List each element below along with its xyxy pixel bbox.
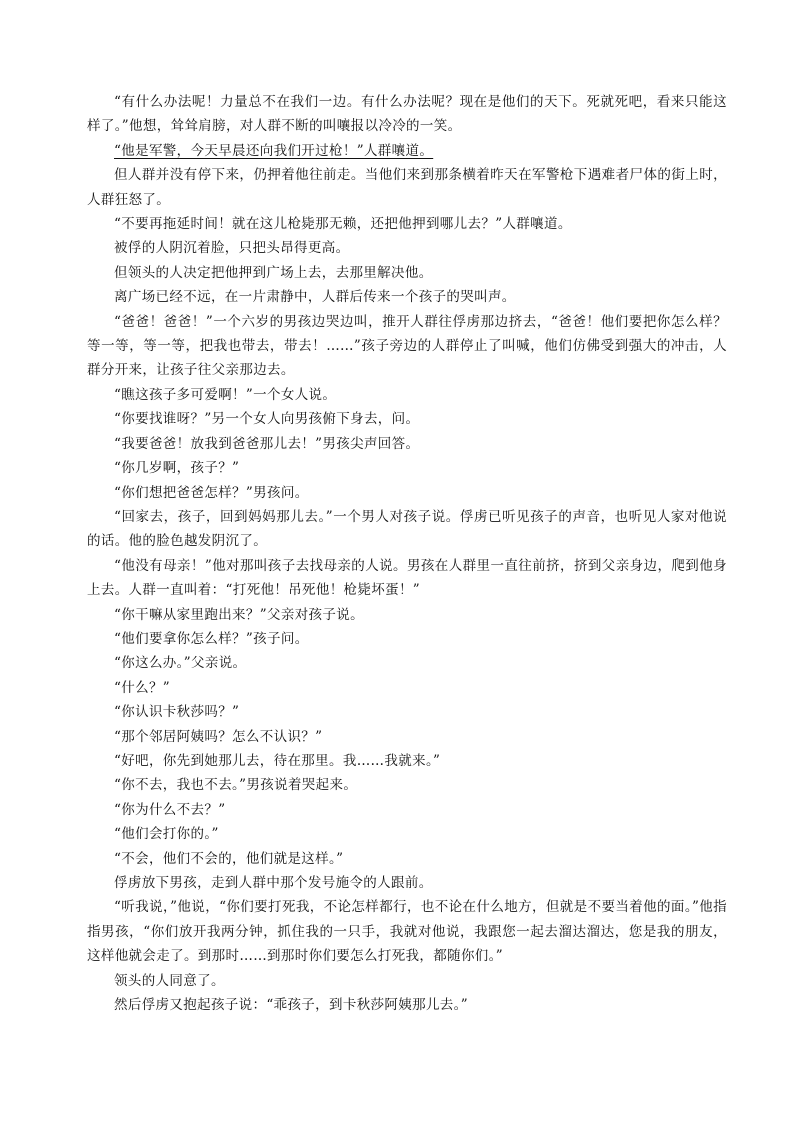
- paragraph: “他们要拿你怎么样？”孩子问。: [114, 630, 309, 647]
- story-text: [87, 90, 727, 1017]
- paragraph: “你为什么不去？”: [114, 801, 226, 818]
- paragraph: “你们想把爸爸怎样？”男孩问。: [114, 484, 309, 501]
- paragraph: “你这么办。”父亲说。: [114, 655, 247, 672]
- paragraph: 然后俘虏又抱起孩子说：“乖孩子，到卡秋莎阿姨那儿去。”: [114, 997, 469, 1014]
- paragraph: “好吧，你先到她那儿去，待在那里。我……我就来。”: [114, 752, 441, 769]
- paragraph: “瞧这孩子多可爱啊！”一个女人说。: [114, 386, 337, 403]
- paragraph: 领头的人同意了。: [114, 972, 225, 989]
- paragraph: “他没有母亲！”他对那叫孩子去找母亲的人说。男孩在人群里一直往前挤，挤到父亲身边，爬到他身上去。人群一直叫着：“打死他！吊死他！枪毙坏蛋！”: [87, 557, 727, 599]
- paragraph: “有什么办法呢！力量总不在我们一边。有什么办法呢？现在是他们的天下。死就死吧，看来只能这样了。”他想，耸耸肩膀，对人群不断的叫嚷报以冷冷的一笑。: [87, 94, 727, 135]
- paragraph: “他们会打你的。”: [114, 826, 219, 843]
- paragraph: [87, 139, 727, 163]
- paragraph: “回家去，孩子，回到妈妈那儿去。”一个男人对孩子说。俘虏已听见孩子的声音，也听见人家对他说的话。他的脸色越发阴沉了。: [87, 508, 727, 550]
- underlined-sentence: “他是军警，今天早晨还向我们开过枪！”人群嚷道。: [114, 142, 434, 159]
- paragraph: 被俘的人阴沉着脸，只把头昂得更高。: [114, 240, 350, 257]
- paragraph: “不会，他们不会的，他们就是这样。”: [114, 850, 344, 867]
- paragraph: 但领头的人决定把他押到广场上去，去那里解决他。: [114, 264, 433, 281]
- paragraph: “不要再拖延时间！就在这儿枪毙那无赖，还把他押到哪儿去？”人群嚷道。: [114, 216, 572, 233]
- paragraph: “你要找谁呀？”另一个女人向男孩俯下身去，问。: [114, 411, 420, 428]
- paragraph: 俘虏放下男孩，走到人群中那个发号施令的人跟前。: [114, 875, 433, 891]
- paragraph: “你不去，我也不去。”男孩说着哭起来。: [114, 777, 358, 794]
- paragraph: “爸爸！爸爸！”一个六岁的男孩边哭边叫，推开人群往俘虏那边挤去，“爸爸！他们要把你怎么样？等一等，等一等，把我也带去，带去！……”孩子旁边的人群停止了叫喊，他们仿佛受到强大的冲击，人群分开来，让孩子往父亲那边去。: [87, 313, 727, 379]
- paragraph: “那个邻居阿姨吗？怎么不认识？”: [114, 728, 323, 745]
- paragraph: “你几岁啊，孩子？”: [114, 460, 240, 477]
- paragraph: 但人群并没有停下来，仍押着他往前走。当他们来到那条横着昨天在军警枪下遇难者尸体的街上时，人群狂怒了。: [87, 167, 727, 208]
- paragraph: “你认识卡秋莎吗？”: [114, 704, 240, 721]
- paragraph: 离广场已经不远，在一片肃静中，人群后传来一个孩子的哭叫声。: [114, 289, 516, 306]
- paragraph: “你干嘛从家里跑出来？”父亲对孩子说。: [114, 606, 364, 623]
- paragraph: “什么？”: [114, 679, 171, 696]
- paragraph: “听我说，”他说，“你们要打死我，不论怎样都行，也不论在什么地方，但就是不要当着他的面。”他指指男孩，“你们放开我两分钟，抓住我的一只手，我就对他说，我跟您一起去溜达溜达，您是我的朋友，这样他就会走了。到那时……到那时你们要怎么打死我，都随你们。”: [87, 899, 727, 965]
- paragraph: “我要爸爸！放我到爸爸那儿去！”男孩尖声回答。: [114, 435, 420, 452]
